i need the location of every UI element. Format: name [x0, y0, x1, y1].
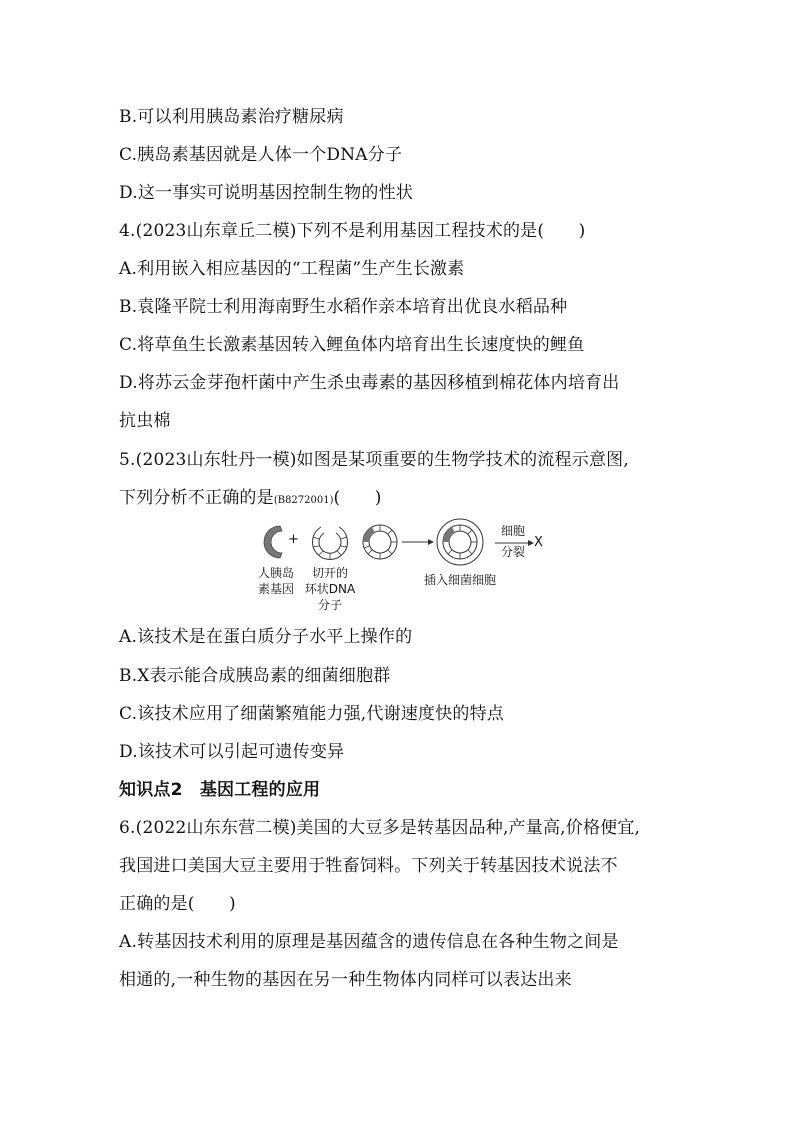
q5-option-c: C.该技术应用了细菌繁殖能力强,代谢速度快的特点	[119, 704, 505, 724]
q5-stem-line1: 5.(2023山东牡丹一模)如图是某项重要的生物学技术的流程示意图,	[119, 450, 629, 470]
q5-option-b: B.X表示能合成胰岛素的细菌细胞群	[119, 666, 391, 686]
label-cut-dna-line1: 切开的	[311, 566, 348, 580]
label-cut-dna-line2: 环状DNA	[304, 582, 356, 596]
q5-stem-line2	[119, 487, 679, 512]
label-cell-division-line2: 分裂	[500, 545, 525, 559]
q4-stem: 4.(2023山东章丘二模)下列不是利用基因工程技术的是( )	[119, 221, 586, 241]
label-cut-dna-line3: 分子	[317, 598, 342, 612]
label-insert-bacteria: 插入细菌细胞	[423, 573, 496, 587]
opened-plasmid-shape	[313, 527, 348, 560]
q5-option-d: D.该技术可以引起可遗传变异	[119, 742, 345, 762]
q6-option-a-line2: 相通的,一种生物的基因在另一种生物体内同样可以表达出来	[119, 970, 572, 990]
q4-option-c: C.将草鱼生长激素基因转入鲤鱼体内培育出生长速度快的鲤鱼	[119, 335, 585, 355]
q3-option-b: B.可以利用胰岛素治疗糖尿病	[119, 107, 344, 127]
q6-option-a-line1: A.转基因技术利用的原理是基因蕴含的遗传信息在各种生物之间是	[119, 932, 619, 952]
q5-stem-text: 下列分析不正确的是	[119, 488, 274, 508]
q5-option-a: A.该技术是在蛋白质分子水平上操作的	[119, 627, 413, 647]
q3-option-c: C.胰岛素基因就是人体一个DNA分子	[119, 145, 403, 165]
section-heading: 知识点2 基因工程的应用	[119, 780, 321, 800]
gene-engineering-flow-diagram	[252, 516, 552, 616]
result-x: X	[534, 535, 543, 550]
q4-option-a: A.利用嵌入相应基因的“工程菌”生产生长激素	[119, 259, 465, 279]
plus-sign: +	[288, 532, 299, 547]
q6-stem-line2: 我国进口美国大豆主要用于牲畜饲料。下列关于转基因技术说法不	[119, 856, 618, 876]
q3-option-d: D.这一事实可说明基因控制生物的性状	[119, 183, 414, 203]
q4-option-d-line2: 抗虫棉	[119, 411, 171, 431]
label-cell-division-line1: 细胞	[500, 524, 525, 538]
label-insulin-gene-line2: 素基因	[257, 582, 294, 596]
q4-option-d-line1: D.将苏云金芽孢杆菌中产生杀虫毒素的基因移植到棉花体内培育出	[119, 373, 620, 393]
q5-question-code: (B8272001)	[273, 495, 334, 506]
arrow-1-head	[428, 539, 434, 545]
recombinant-plasmid-shape	[363, 525, 397, 559]
q6-stem-line1: 6.(2022山东东营二模)美国的大豆多是转基因品种,产量高,价格便宜,	[119, 818, 641, 838]
q5-answer-blank: ( )	[333, 488, 382, 508]
gene-fragment-shape	[264, 526, 282, 558]
q4-option-b: B.袁隆平院士利用海南野生水稻作亲本培育出优良水稻品种	[119, 297, 568, 317]
bacterial-cell-shape	[437, 519, 483, 565]
label-insulin-gene-line1: 人胰岛	[257, 566, 294, 580]
q6-stem-line3: 正确的是( )	[119, 894, 236, 914]
